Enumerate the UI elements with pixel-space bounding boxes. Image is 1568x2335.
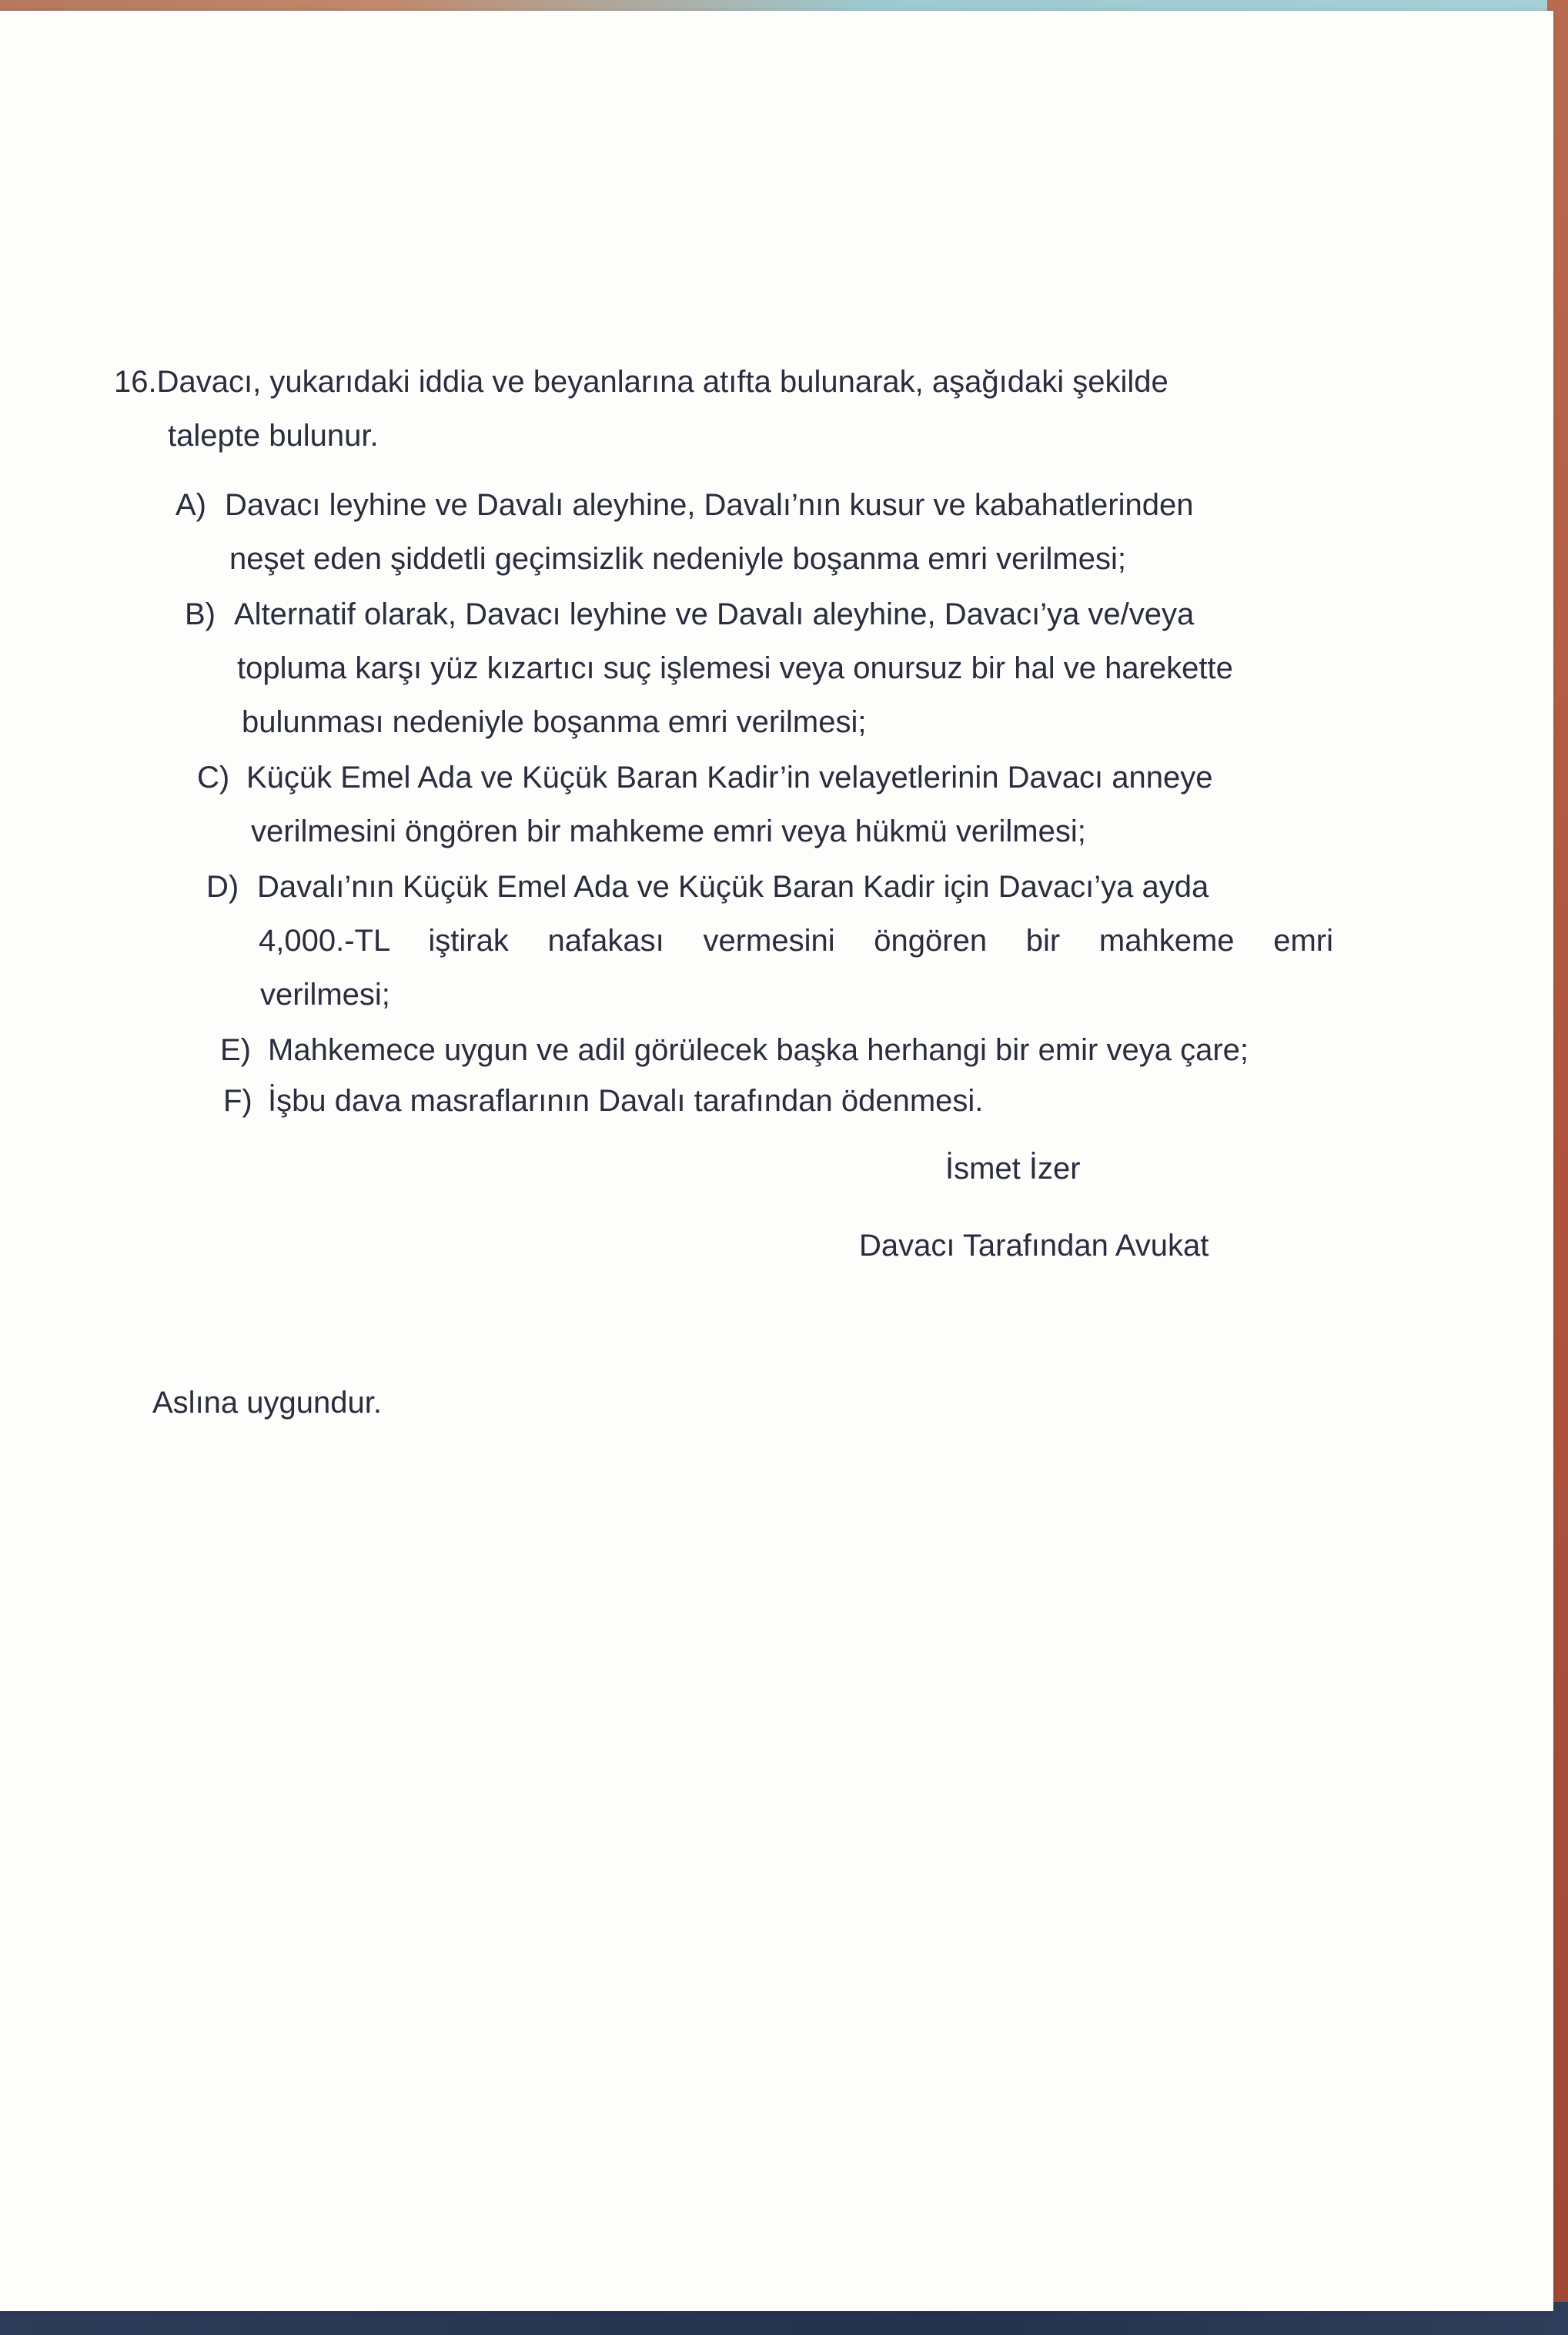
request-text-line: verilmesi; <box>260 978 390 1012</box>
request-text-line: bulunması nedeniyle boşanma emri verilmesi; <box>242 705 867 739</box>
request-text-line: İşbu dava masraflarının Davalı tarafından ödenmesi. <box>268 1084 984 1118</box>
request-text-line: Mahkemece uygun ve adil görülecek başka herhangi bir emir veya çare; <box>268 1033 1249 1067</box>
request-text-line: Alternatif olarak, Davacı leyhine ve Davalı aleyhine, Davacı’ya ve/veya <box>234 597 1195 631</box>
request-label: B) <box>185 597 216 631</box>
paragraph-number: 16. <box>114 365 157 399</box>
certification-note: Aslına uygundur. <box>152 1386 382 1420</box>
signatory-name: İsmet İzer <box>945 1152 1081 1186</box>
request-text-line: 4,000.-TL iştirak nafakası vermesini öngören bir mahkeme emri <box>259 924 1333 958</box>
request-label: A) <box>176 488 206 522</box>
request-text-line: Davacı leyhine ve Davalı aleyhine, Davalı’nın kusur ve kabahatlerinden <box>225 488 1194 522</box>
paragraph-text-line-2: talepte bulunur. <box>168 419 379 453</box>
request-text-line: Davalı’nın Küçük Emel Ada ve Küçük Baran Kadir için Davacı’ya ayda <box>257 870 1209 904</box>
request-label: F) <box>223 1084 252 1118</box>
request-text-line: verilmesini öngören bir mahkeme emri veya hükmü verilmesi; <box>251 815 1086 848</box>
request-text-line: topluma karşı yüz kızartıcı suç işlemesi veya onursuz bir hal ve harekette <box>237 651 1233 685</box>
request-label: D) <box>206 870 239 904</box>
request-text-line: Küçük Emel Ada ve Küçük Baran Kadir’in velayetlerinin Davacı anneye <box>246 761 1213 795</box>
document-page <box>0 11 1553 2311</box>
request-text-line: neşet eden şiddetli geçimsizlik nedeniyle boşanma emri verilmesi; <box>229 542 1126 576</box>
request-label: C) <box>197 761 230 795</box>
paragraph-text-line-1: Davacı, yukarıdaki iddia ve beyanlarına atıfta bulunarak, aşağıdaki şekilde <box>156 365 1168 399</box>
signatory-title: Davacı Tarafından Avukat <box>859 1229 1209 1263</box>
request-label: E) <box>220 1033 251 1067</box>
